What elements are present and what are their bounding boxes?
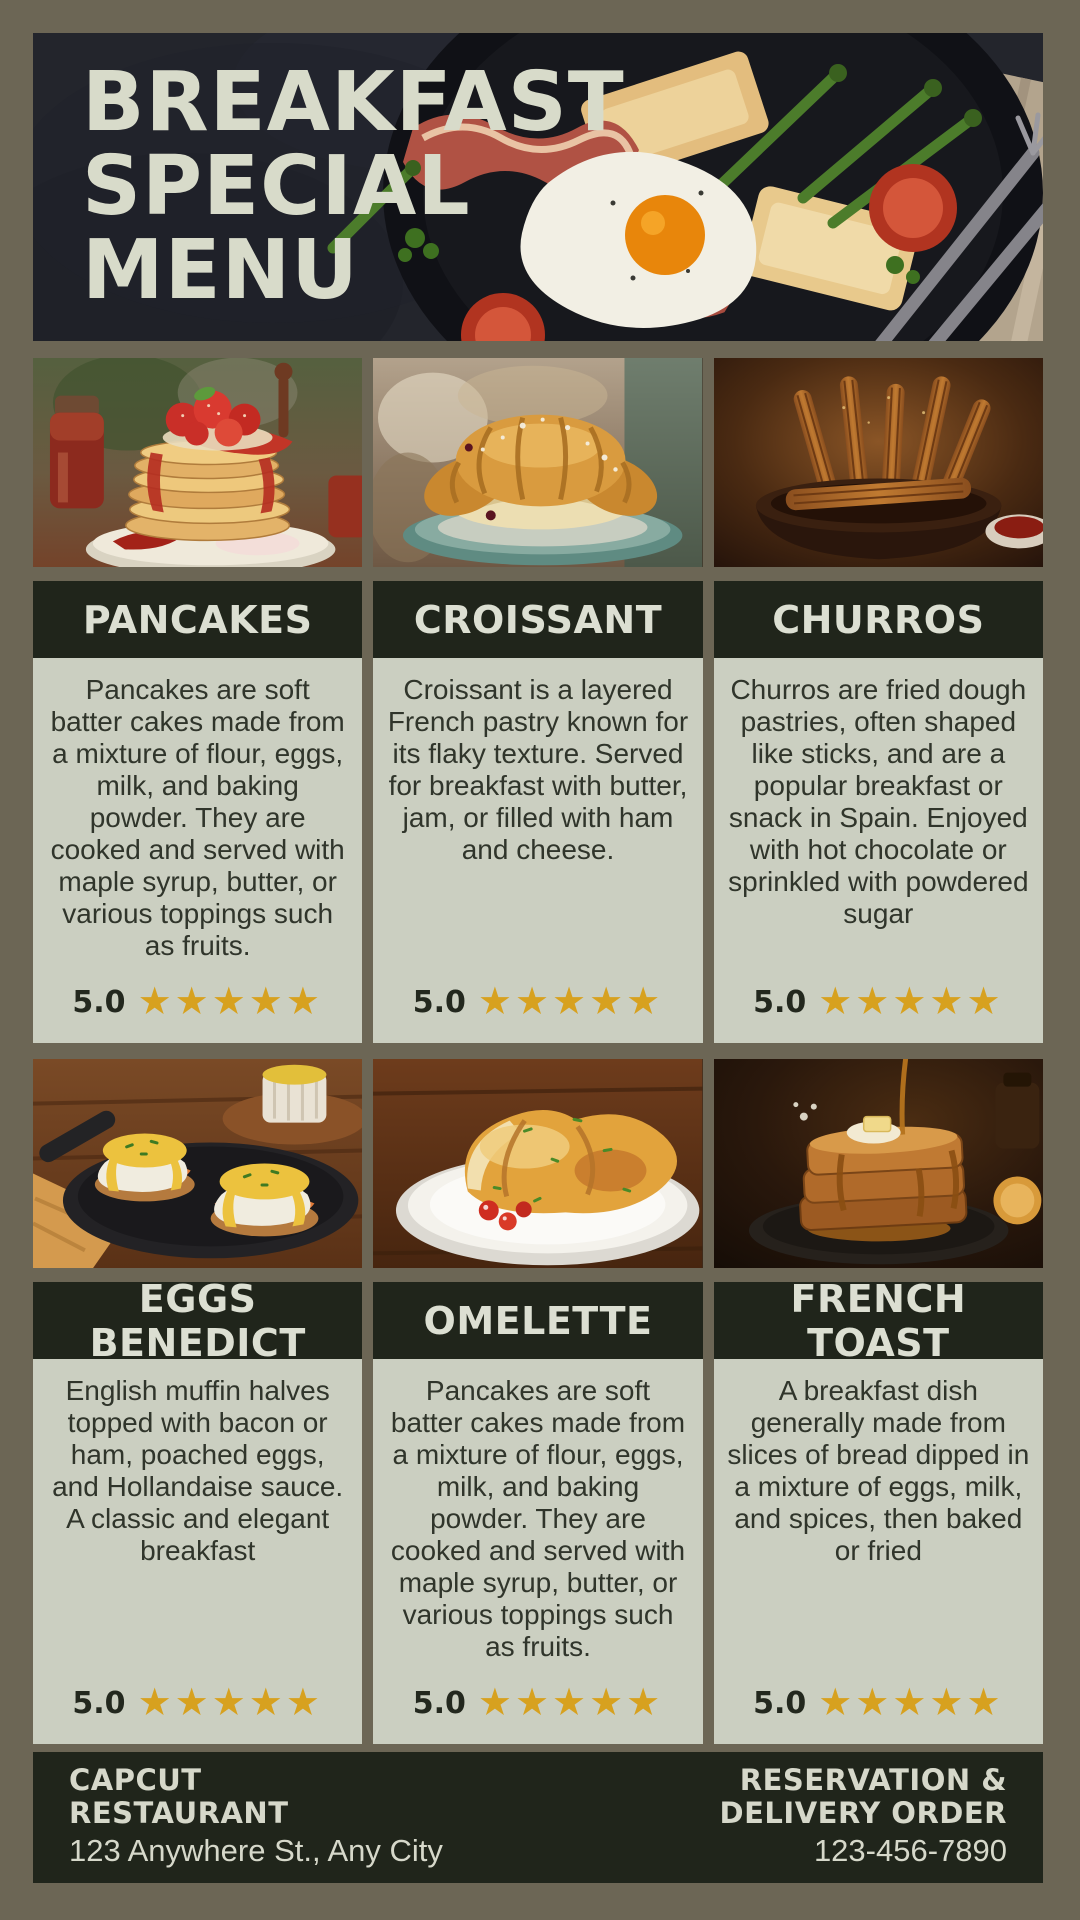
rating-value: 5.0 xyxy=(412,1686,466,1721)
rating-value: 5.0 xyxy=(72,1686,126,1721)
rating-value: 5.0 xyxy=(412,985,466,1020)
croissant-card xyxy=(373,581,702,1043)
churros-photo xyxy=(714,358,1043,567)
page-title-line: SPECIAL xyxy=(82,139,471,234)
item-body xyxy=(33,1359,362,1744)
item-title: EGGS BENEDICT xyxy=(33,1282,362,1359)
item-description: Pancakes are soft batter cakes made from a mixture of flour, eggs, milk, and baking powder. They are cooked and served with maple syrup, butter, or various toppings such as fruits. xyxy=(50,674,345,961)
restaurant-name-line: CAPCUT xyxy=(69,1762,202,1797)
reservation-title-line: RESERVATION & xyxy=(739,1762,1007,1797)
page-title-line: MENU xyxy=(82,223,359,318)
item-title: OMELETTE xyxy=(373,1282,702,1359)
item-title: FRENCH TOAST xyxy=(714,1282,1043,1359)
rating-value: 5.0 xyxy=(72,985,126,1020)
item-description: Churros are fried dough pastries, often shaped like sticks, and are a popular breakfast or snack in Spain. Enjoyed with hot chocolate or sprinkled with powdered sugar xyxy=(728,674,1029,929)
item-description: Pancakes are soft batter cakes made from a mixture of flour, eggs, milk, and baking powder. They are cooked and served with maple syrup, butter, or various toppings such as fruits. xyxy=(390,1375,686,1662)
page-title-line: BREAKFAST xyxy=(82,55,625,150)
star-icons: ★★★★★ xyxy=(137,979,323,1023)
item-body xyxy=(373,658,702,1043)
restaurant-address: 123 Anywhere St., Any City xyxy=(69,1832,443,1868)
reservation-phone: 123-456-7890 xyxy=(813,1832,1007,1868)
eggs-benedict-photo xyxy=(33,1059,362,1268)
rating xyxy=(33,979,362,1023)
rating xyxy=(714,979,1043,1023)
restaurant-name-line: RESTAURANT xyxy=(69,1795,289,1830)
star-icons: ★★★★★ xyxy=(818,1680,1004,1724)
pancakes-photo xyxy=(33,358,362,567)
reservation-title-line: DELIVERY ORDER xyxy=(719,1795,1007,1830)
french-toast-photo xyxy=(714,1059,1043,1268)
item-body xyxy=(714,1359,1043,1744)
star-icons: ★★★★★ xyxy=(477,979,664,1023)
item-title: PANCAKES xyxy=(33,581,362,658)
restaurant-info xyxy=(69,1764,443,1872)
eggs-benedict-card xyxy=(33,1276,362,1744)
menu-item-french-toast xyxy=(714,1059,1043,1744)
item-description: English muffin halves topped with bacon or ham, poached eggs, and Hollandaise sauce. A classic and elegant breakfast xyxy=(52,1375,344,1566)
item-title: CROISSANT xyxy=(373,581,702,658)
menu-item-churros xyxy=(714,358,1043,1043)
croissant-photo xyxy=(373,358,702,567)
rating xyxy=(714,1680,1043,1724)
churros-card xyxy=(714,581,1043,1043)
item-body xyxy=(373,1359,702,1744)
omelette-photo xyxy=(373,1059,702,1268)
rating-value: 5.0 xyxy=(753,1686,807,1721)
rating xyxy=(373,979,702,1023)
star-icons: ★★★★★ xyxy=(137,1680,323,1724)
item-description: A breakfast dish generally made from slices of bread dipped in a mixture of eggs, milk, and spices, then baked or fried xyxy=(727,1375,1030,1566)
item-description: Croissant is a layered French pastry known for its flaky texture. Served for breakfast with butter, jam, or filled with ham and cheese. xyxy=(387,674,689,865)
menu-item-omelette xyxy=(373,1059,702,1744)
item-body xyxy=(714,658,1043,1043)
pancakes-card xyxy=(33,581,362,1043)
menu-item-croissant xyxy=(373,358,702,1043)
reservation-info xyxy=(720,1764,1007,1872)
item-body xyxy=(33,658,362,1043)
rating-value: 5.0 xyxy=(753,985,807,1020)
omelette-card xyxy=(373,1282,702,1744)
rating xyxy=(33,1680,362,1724)
header-banner xyxy=(33,33,1043,341)
item-title: CHURROS xyxy=(714,581,1043,658)
star-icons: ★★★★★ xyxy=(477,1680,664,1724)
menu-item-eggs-benedict xyxy=(33,1059,362,1744)
french-toast-card xyxy=(714,1276,1043,1744)
page-title xyxy=(82,55,625,318)
menu-item-pancakes xyxy=(33,358,362,1043)
footer-bar xyxy=(33,1752,1043,1883)
star-icons: ★★★★★ xyxy=(818,979,1004,1023)
rating xyxy=(373,1680,702,1724)
menu-grid xyxy=(33,358,1043,1744)
